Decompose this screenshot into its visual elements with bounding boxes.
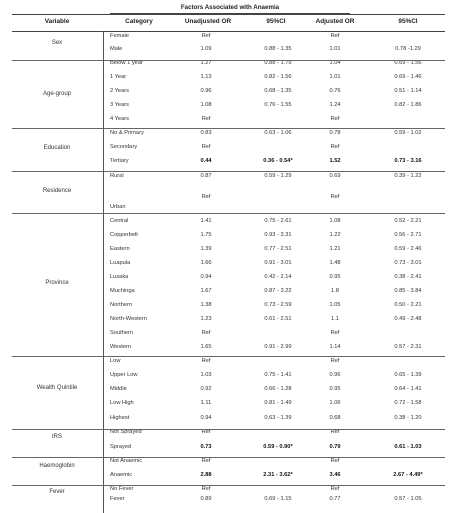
cell-adjusted-or: 1.01 xyxy=(329,74,341,80)
cell-unadjusted-or: Ref xyxy=(201,116,211,122)
cell-adjusted-or: 0.68 xyxy=(329,415,341,421)
group-rule xyxy=(12,485,445,486)
cell-ci-unadjusted: 0.63 - 1.06 xyxy=(264,130,292,136)
cell-ci-adjusted: 0.39 - 1.22 xyxy=(394,173,422,179)
cell-category: Upper Low xyxy=(110,372,138,378)
cell-adjusted-or: 1.52 xyxy=(329,158,341,164)
cell-category: Eastern xyxy=(110,246,130,252)
cell-category: Central xyxy=(110,218,129,224)
cell-adjusted-or: 1.04 xyxy=(329,60,341,66)
cell-ci-unadjusted: 0.68 - 1.35 xyxy=(264,88,292,94)
cell-ci-unadjusted: 0.82 - 1.56 xyxy=(264,74,292,80)
cell-adjusted-or: Ref xyxy=(330,358,340,364)
column-divider xyxy=(103,31,104,513)
cell-category: Rural xyxy=(110,173,124,179)
cell-category: Highest xyxy=(110,415,130,421)
cell-category: Fever xyxy=(110,496,125,502)
cell-category: Lusaka xyxy=(110,274,129,280)
cell-ci-adjusted: 0.57 - 1.05 xyxy=(394,496,422,502)
cell-ci-unadjusted: 0.88 - 1.35 xyxy=(264,46,292,52)
variable-label: Education xyxy=(43,145,71,151)
cell-category: Male xyxy=(110,46,123,52)
cell-unadjusted-or: Ref xyxy=(201,194,211,200)
cell-unadjusted-or: 0.94 xyxy=(200,274,212,280)
header-unadjusted-or: Unadjusted OR xyxy=(184,18,232,25)
cell-adjusted-or: 1.08 xyxy=(329,218,341,224)
cell-ci-adjusted: 0.52 - 2.21 xyxy=(394,218,422,224)
cell-ci-adjusted: 0.65 - 1.39 xyxy=(394,372,422,378)
cell-category: Tertiary xyxy=(110,158,129,164)
cell-adjusted-or: 3.46 xyxy=(329,472,341,478)
cell-category: Secondary xyxy=(110,144,138,150)
cell-ci-unadjusted: 0.87 - 3.22 xyxy=(264,288,292,294)
cell-ci-adjusted: 0.49 - 2.48 xyxy=(394,316,422,322)
cell-ci-unadjusted: 0.59 - 1.29 xyxy=(264,173,292,179)
cell-unadjusted-or: 1.11 xyxy=(200,400,212,406)
cell-unadjusted-or: 1.41 xyxy=(200,218,212,224)
cell-ci-unadjusted: 0.75 - 1.41 xyxy=(264,372,292,378)
cell-category: 3 Years xyxy=(110,102,129,108)
cell-ci-unadjusted: 0.77 - 2.51 xyxy=(264,246,292,252)
cell-category: Northern xyxy=(110,302,133,308)
cell-ci-unadjusted: 0.36 - 0.54* xyxy=(263,158,293,164)
cell-unadjusted-or: 0.87 xyxy=(200,173,212,179)
cell-ci-unadjusted: 0.42 - 2.14 xyxy=(264,274,292,280)
cell-unadjusted-or: Ref xyxy=(201,330,211,336)
cell-unadjusted-or: 1.03 xyxy=(200,372,212,378)
cell-ci-unadjusted: 0.91 - 3.01 xyxy=(264,260,292,266)
cell-ci-unadjusted: 0.66 - 1.28 xyxy=(264,386,292,392)
cell-unadjusted-or: 0.89 xyxy=(200,496,212,502)
cell-adjusted-or: 1.14 xyxy=(329,344,341,350)
group-rule xyxy=(12,213,445,214)
cell-ci-adjusted: 0.73 - 3.16 xyxy=(394,158,422,164)
cell-unadjusted-or: 1.23 xyxy=(200,316,212,322)
cell-category: 2 Years xyxy=(110,88,129,94)
cell-adjusted-or: 0.95 xyxy=(329,386,341,392)
cell-ci-adjusted: 0.73 - 3.01 xyxy=(394,260,422,266)
cell-adjusted-or: 1.22 xyxy=(329,232,341,238)
cell-category: Middle xyxy=(110,386,127,392)
header-variable: Variable xyxy=(44,18,70,25)
cell-ci-adjusted: 0.69 - 1.56 xyxy=(394,60,422,66)
cell-ci-adjusted: 2.67 - 4.49* xyxy=(393,472,423,478)
cell-adjusted-or: 1.48 xyxy=(329,260,341,266)
header-adjusted-or: Adjusted OR xyxy=(315,18,355,25)
cell-category: Sprayed xyxy=(110,444,132,450)
cell-unadjusted-or: Ref xyxy=(201,144,211,150)
cell-ci-adjusted: 0.69 - 1.46 xyxy=(394,74,422,80)
cell-ci-adjusted: 0.38 - 2.41 xyxy=(394,274,422,280)
cell-ci-unadjusted: 0.93 - 3.31 xyxy=(264,232,292,238)
cell-adjusted-or: Ref xyxy=(330,486,340,492)
cell-unadjusted-or: Ref xyxy=(201,33,211,39)
cell-ci-unadjusted: 2.31 - 3.62* xyxy=(263,472,293,478)
cell-ci-unadjusted: 0.63 - 1.39 xyxy=(264,415,292,421)
cell-category: No Fever xyxy=(110,486,134,492)
cell-adjusted-or: Ref xyxy=(330,33,340,39)
cell-unadjusted-or: 1.75 xyxy=(200,232,212,238)
cell-unadjusted-or: Ref xyxy=(201,358,211,364)
header-bottom-rule xyxy=(12,31,445,32)
cell-adjusted-or: Ref xyxy=(330,144,340,150)
cell-ci-adjusted: 0.57 - 2.31 xyxy=(394,344,422,350)
cell-adjusted-or: 0.79 xyxy=(329,444,341,450)
cell-adjusted-or: 0.95 xyxy=(329,274,341,280)
cell-ci-unadjusted: 0.69 - 1.15 xyxy=(264,496,292,502)
cell-adjusted-or: Ref xyxy=(330,194,340,200)
cell-ci-adjusted: 0.38 - 1.20 xyxy=(394,415,422,421)
cell-adjusted-or: 1.06 xyxy=(329,400,341,406)
cell-adjusted-or: 0.96 xyxy=(329,372,341,378)
cell-adjusted-or: 0.77 xyxy=(329,496,341,502)
cell-category: Low xyxy=(110,358,121,364)
cell-ci-adjusted: 0.59 - 2.46 xyxy=(394,246,422,252)
cell-adjusted-or: 0.76 xyxy=(329,88,341,94)
header-top-rule xyxy=(12,14,445,15)
cell-category: No & Primary xyxy=(110,130,144,136)
cell-unadjusted-or: 0.73 xyxy=(200,444,212,450)
cell-unadjusted-or: 0.92 xyxy=(200,386,212,392)
cell-category: North-Western xyxy=(110,316,147,322)
table-title: Factors Associated with Anaemia xyxy=(180,4,280,11)
variable-label: Fever xyxy=(49,489,65,495)
group-rule xyxy=(12,60,445,61)
cell-ci-unadjusted: 0.81 - 1.49 xyxy=(264,400,292,406)
group-rule xyxy=(12,171,445,172)
cell-category: Not Sprayed xyxy=(110,429,142,435)
cell-category: Southern xyxy=(110,330,134,336)
cell-unadjusted-or: 1.67 xyxy=(200,288,212,294)
cell-unadjusted-or: 1.13 xyxy=(200,74,212,80)
cell-adjusted-or: Ref xyxy=(330,429,340,435)
cell-unadjusted-or: Ref xyxy=(201,486,211,492)
cell-category: Luapula xyxy=(110,260,131,266)
cell-unadjusted-or: 0.96 xyxy=(200,88,212,94)
cell-ci-adjusted: 0.61 - 1.03 xyxy=(394,444,422,450)
variable-label: IRS xyxy=(51,434,62,440)
cell-unadjusted-or: 1.09 xyxy=(200,46,212,52)
cell-ci-adjusted: 0.82 - 1.86 xyxy=(394,102,422,108)
group-rule xyxy=(12,457,445,458)
cell-adjusted-or: 0.69 xyxy=(329,173,341,179)
cell-adjusted-or: 1.24 xyxy=(329,102,341,108)
variable-label: Sex xyxy=(51,40,63,46)
cell-unadjusted-or: 1.27 xyxy=(200,60,212,66)
cell-category: Western xyxy=(110,344,132,350)
header-ci-unadjusted: 95%CI xyxy=(266,18,286,25)
cell-category: Female xyxy=(110,33,129,39)
cell-ci-unadjusted: 0.59 - 0.90* xyxy=(263,444,293,450)
cell-unadjusted-or: 1.65 xyxy=(200,344,212,350)
cell-ci-adjusted: 0.64 - 1.41 xyxy=(394,386,422,392)
cell-adjusted-or: 1.05 xyxy=(329,302,341,308)
cell-adjusted-or: 1.01 xyxy=(329,46,341,52)
variable-label: Province xyxy=(45,280,69,286)
cell-category: 4 Years xyxy=(110,116,129,122)
cell-unadjusted-or: Ref xyxy=(201,429,211,435)
cell-adjusted-or: 0.78 xyxy=(329,130,341,136)
variable-label: Haemoglobin xyxy=(39,463,75,469)
cell-unadjusted-or: 0.94 xyxy=(200,415,212,421)
group-rule xyxy=(12,356,445,357)
cell-ci-unadjusted: 0.75 - 2.61 xyxy=(264,218,292,224)
cell-category: Below 1 year xyxy=(110,60,143,66)
cell-category: Urban xyxy=(110,204,126,210)
cell-unadjusted-or: 1.38 xyxy=(200,302,212,308)
cell-ci-unadjusted: 0.73 - 2.59 xyxy=(264,302,292,308)
cell-adjusted-or: 1.21 xyxy=(329,246,341,252)
cell-ci-unadjusted: 0.61 - 2.51 xyxy=(264,316,292,322)
cell-ci-adjusted: 0.56 - 2.71 xyxy=(394,232,422,238)
cell-category: Muchinga xyxy=(110,288,135,294)
cell-unadjusted-or: 1.66 xyxy=(200,260,212,266)
group-rule xyxy=(12,429,445,430)
variable-label: Age-group xyxy=(42,91,72,97)
cell-adjusted-or: Ref xyxy=(330,116,340,122)
cell-category: Anaemic xyxy=(110,472,133,478)
header-ci-adjusted: 95%CI xyxy=(398,18,418,25)
cell-adjusted-or: 1.8 xyxy=(331,288,339,294)
header-category: Category xyxy=(125,18,153,25)
cell-ci-unadjusted: 0.91 - 2.99 xyxy=(264,344,292,350)
cell-category: Not Anaemic xyxy=(110,458,143,464)
cell-ci-unadjusted: 0.76 - 1.55 xyxy=(264,102,292,108)
cell-unadjusted-or: 1.08 xyxy=(200,102,212,108)
variable-label: Wealth Quintile xyxy=(36,385,78,391)
cell-unadjusted-or: 0.83 xyxy=(200,130,212,136)
cell-adjusted-or: 1.1 xyxy=(331,316,339,322)
cell-category: Low High xyxy=(110,400,134,406)
cell-adjusted-or: Ref xyxy=(330,458,340,464)
variable-label: Residence xyxy=(42,188,72,194)
cell-ci-adjusted: 0.72 - 1.58 xyxy=(394,400,422,406)
cell-ci-adjusted: 0.78 -1.29 xyxy=(395,46,421,52)
cell-unadjusted-or: 2.88 xyxy=(200,472,212,478)
cell-ci-adjusted: 0.85 - 3.84 xyxy=(394,288,422,294)
cell-ci-unadjusted: 0.88 - 1.79 xyxy=(264,60,292,66)
cell-unadjusted-or: 1.39 xyxy=(200,246,212,252)
cell-ci-adjusted: 0.51 - 1.14 xyxy=(394,88,422,94)
cell-category: 1 Year xyxy=(110,74,127,80)
cell-unadjusted-or: 0.44 xyxy=(200,158,212,164)
cell-ci-adjusted: 0.50 - 2.21 xyxy=(394,302,422,308)
cell-category: Copperbelt xyxy=(110,232,138,238)
group-rule xyxy=(12,128,445,129)
cell-adjusted-or: Ref xyxy=(330,330,340,336)
cell-ci-adjusted: 0.59 - 1.02 xyxy=(394,130,422,136)
cell-unadjusted-or: Ref xyxy=(201,458,211,464)
